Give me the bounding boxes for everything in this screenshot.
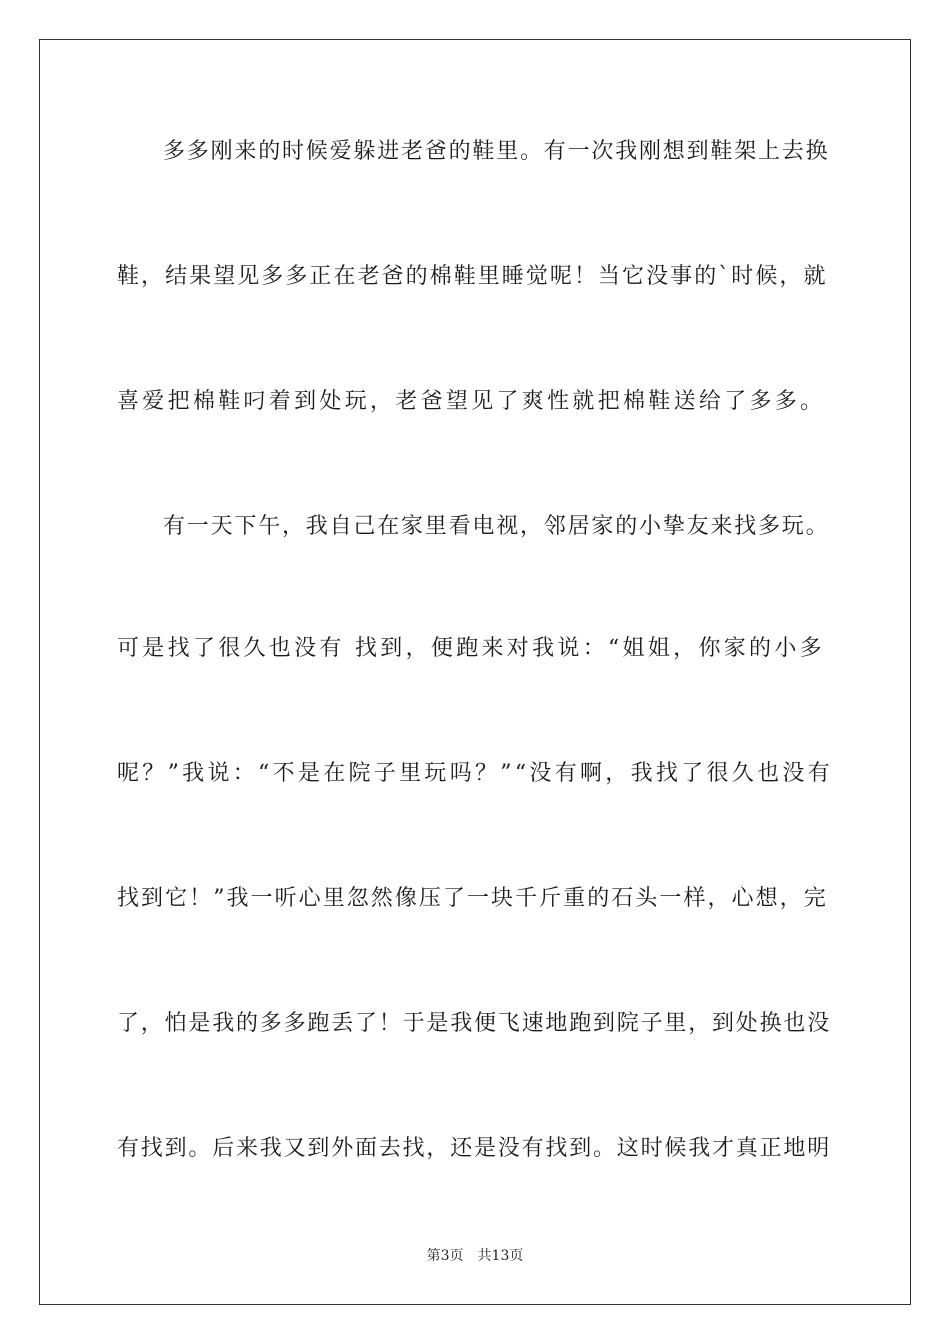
- paragraph-2-line-1: 有一天下午，我自己在家里看电视，邻居家的小挚友来找多玩。: [163, 514, 830, 539]
- paragraph-1-line-2: 鞋，结果望见多多正在老爸的棉鞋里睡觉呢！当它没事的`时候，就: [117, 264, 828, 289]
- paragraph-2-line-2: 可是找了很久也没有 找到，便跑来对我说：“姐姐，你家的小多: [117, 636, 825, 661]
- page-number: 第3页: [426, 1248, 464, 1264]
- page-footer: [0, 1246, 950, 1266]
- paragraph-2-line-6: 有找到。后来我又到外面去找，还是没有找到。这时候我才真正地明: [117, 1136, 832, 1161]
- paragraph-2-line-5: 了，怕是我的多多跑丢了！于是我便飞速地跑到院子里，到处换也没: [117, 1011, 832, 1036]
- page-total: 共13页: [477, 1248, 524, 1264]
- paragraph-2-line-3: 呢？”我说：“不是在院子里玩吗？”“没有啊，我找了很久也没有: [117, 761, 833, 786]
- paragraph-2-line-4: 找到它！”我一听心里忽然像压了一块千斤重的石头一样，心想，完: [117, 886, 828, 911]
- page-border: [39, 39, 911, 1305]
- paragraph-1-line-1: 多多刚来的时候爱躲进老爸的鞋里。有一次我刚想到鞋架上去换: [163, 139, 830, 164]
- paragraph-1-line-3: 喜爱把棉鞋叼着到处玩，老爸望见了爽性就把棉鞋送给了多多。: [117, 389, 826, 414]
